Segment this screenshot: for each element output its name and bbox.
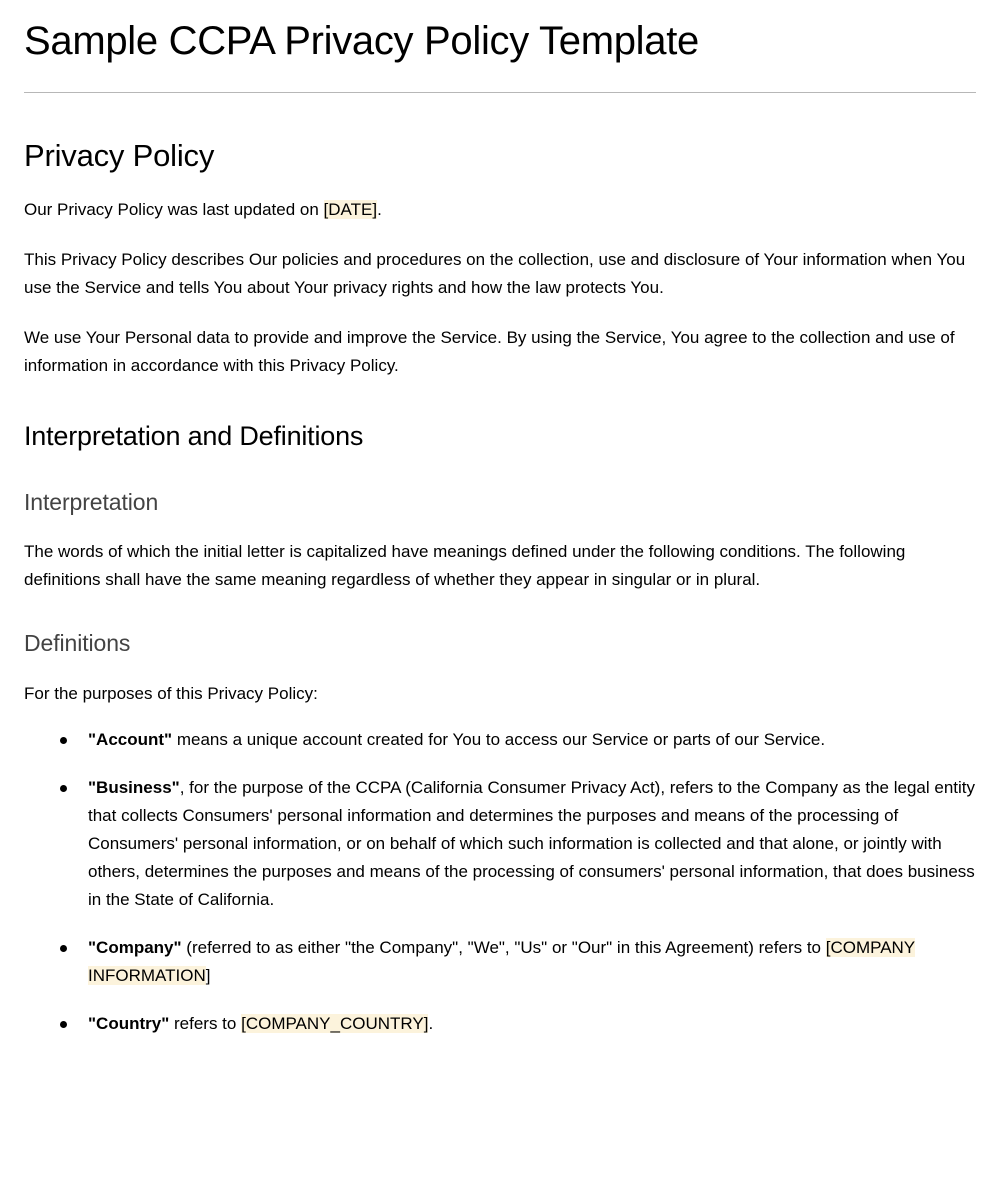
definition-text: refers to bbox=[169, 1013, 242, 1033]
interpretation-paragraph: The words of which the initial letter is capitalized have meanings defined under the following conditions. The following definitions shall have the same meaning regardless of whether they appear in singular or in plural. bbox=[24, 542, 906, 590]
definition-term: "Country" bbox=[88, 1013, 170, 1033]
definitions-intro: For the purposes of this Privacy Policy: bbox=[24, 683, 318, 703]
company-information-placeholder: [COMPANY INFORMATION bbox=[88, 937, 916, 985]
section-heading-interpretation-and-definitions: Interpretation and Definitions bbox=[24, 421, 364, 452]
subsection-heading-interpretation: Interpretation bbox=[24, 488, 159, 515]
subsection-heading-definitions: Definitions bbox=[24, 630, 131, 657]
document-page bbox=[0, 18, 1000, 1038]
title-divider bbox=[24, 92, 976, 93]
list-item bbox=[60, 774, 976, 914]
privacy-policy-paragraph-1: This Privacy Policy describes Our policies and procedures on the collection, use and disclosure of Your information when You use the Service and tells You about Your privacy rights and how the law protects You. bbox=[24, 250, 966, 298]
definition-term: "Business" bbox=[88, 777, 180, 797]
list-item bbox=[60, 726, 976, 754]
definition-text: means a unique account created for You to access our Service or parts of our Service. bbox=[172, 729, 826, 749]
definition-text-after: ] bbox=[205, 965, 211, 985]
last-updated-prefix: Our Privacy Policy was last updated on bbox=[24, 200, 324, 220]
list-item bbox=[60, 1010, 976, 1038]
definitions-list bbox=[24, 726, 976, 1038]
definition-term: "Account" bbox=[88, 729, 173, 749]
section-heading-privacy-policy: Privacy Policy bbox=[24, 138, 215, 174]
document-title: Sample CCPA Privacy Policy Template bbox=[24, 19, 699, 63]
last-updated-suffix: . bbox=[377, 200, 382, 220]
definition-text: (referred to as either "the Company", "We", "Us" or "Our" in this Agreement) refers to bbox=[181, 937, 826, 957]
definition-text-after: . bbox=[428, 1013, 434, 1033]
company-country-placeholder: [COMPANY_COUNTRY] bbox=[241, 1013, 429, 1033]
list-item bbox=[60, 934, 976, 990]
privacy-policy-paragraph-2: We use Your Personal data to provide and improve the Service. By using the Service, You agree to the collection and use of information in accordance with this Privacy Policy. bbox=[24, 328, 955, 376]
last-updated-paragraph bbox=[24, 196, 976, 224]
definition-term: "Company" bbox=[88, 937, 182, 957]
date-placeholder: [DATE] bbox=[323, 200, 378, 220]
definition-text: , for the purpose of the CCPA (California Consumer Privacy Act), refers to the Company as the legal entity that collects Consumers' personal information and determines the purposes and means of the processing of Consumers' personal information, or on behalf of which such information is collected and that alone, or jointly with others, determines the purposes and means of the processing of consumers' personal information, that does business in the State of California. bbox=[88, 777, 975, 909]
